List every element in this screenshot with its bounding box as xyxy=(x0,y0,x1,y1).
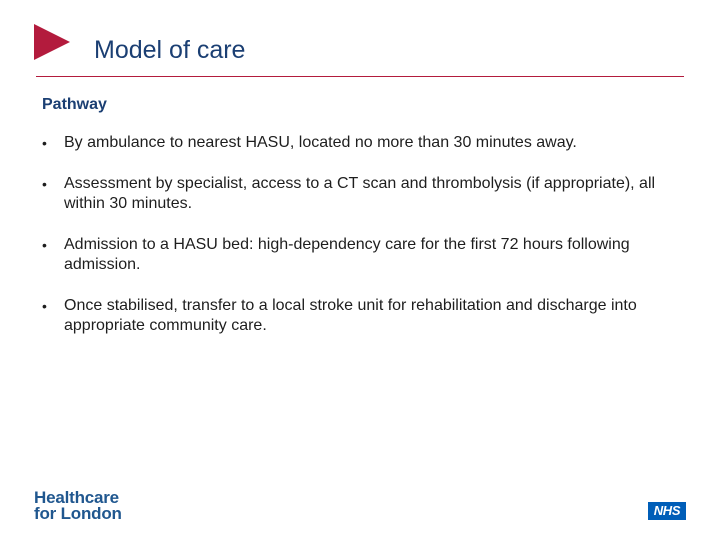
title-triangle-icon xyxy=(34,24,70,60)
slide-title: Model of care xyxy=(94,36,246,64)
bullet-item xyxy=(42,174,682,214)
bullet-dot-icon: • xyxy=(42,176,47,192)
bullet-dot-icon: • xyxy=(42,237,47,253)
bullet-list xyxy=(42,133,682,357)
bullet-item xyxy=(42,133,682,153)
logo-line-1: Healthcare xyxy=(34,488,119,507)
nhs-logo: NHS xyxy=(648,502,686,520)
bullet-text: By ambulance to nearest HASU, located no more than 30 minutes away. xyxy=(64,134,577,151)
section-heading: Pathway xyxy=(42,96,107,113)
logo-line-2: for London xyxy=(34,504,122,523)
bullet-item xyxy=(42,296,682,336)
bullet-item xyxy=(42,235,682,275)
bullet-dot-icon: • xyxy=(42,298,47,314)
bullet-text: Admission to a HASU bed: high-dependency care for the first 72 hours following admission. xyxy=(64,236,630,273)
bullet-dot-icon: • xyxy=(42,135,47,151)
healthcare-for-london-logo xyxy=(34,490,122,522)
bullet-text: Assessment by specialist, access to a CT scan and thrombolysis (if appropriate), all within 30 minutes. xyxy=(64,175,656,212)
bullet-text: Once stabilised, transfer to a local stroke unit for rehabilitation and discharge into appropriate community care. xyxy=(64,297,637,334)
title-divider xyxy=(36,76,684,77)
